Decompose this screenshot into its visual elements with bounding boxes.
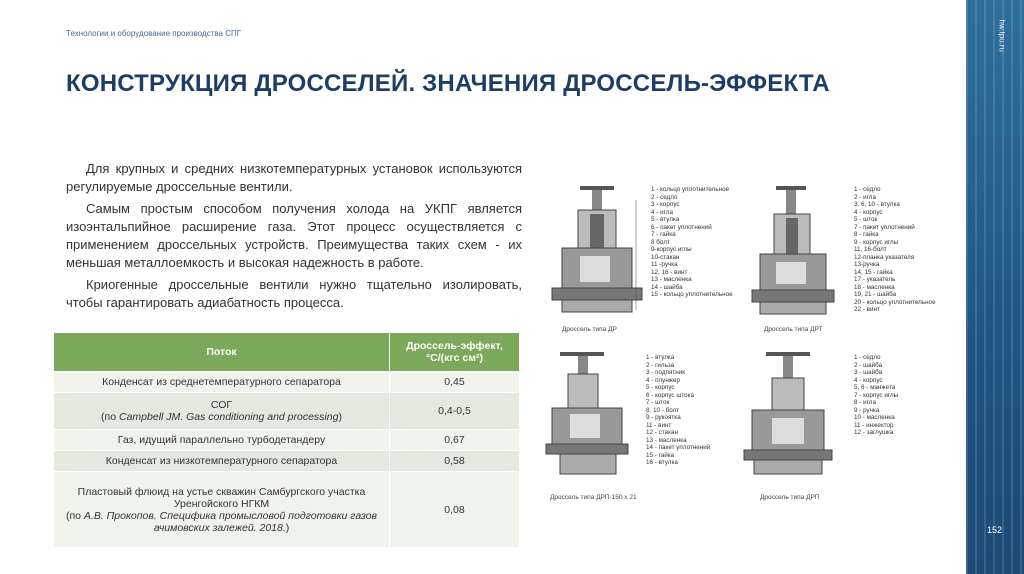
caption-drp: Дроссель типа ДРП <box>760 494 820 501</box>
throttle-drawings <box>536 172 946 512</box>
flow-cell: Газ, идущий параллельно турбодетандеру <box>54 430 390 451</box>
column-header-effect: Дроссель-эффект, °С/(кгс см²) <box>390 333 520 372</box>
flow-cell: Пластовый флюид на устье скважин Самбургского участка Уренгойского НГКМ (по А.В. Прокопов. Специфика промысловой подготовки газов ачимовских залежей. 2018.) <box>54 472 390 548</box>
table-row <box>54 430 520 451</box>
page-number: 152 <box>986 525 1002 535</box>
value-cell: 0,4-0,5 <box>390 393 520 430</box>
value-cell: 0,45 <box>390 372 520 393</box>
sidebar-band <box>966 0 1024 574</box>
drawing-drt <box>746 180 841 320</box>
legend-dr: 1 - кольцо уплотнительное 2 - седло 3 - корпус 4 - игла 5 - втулка 6 - пакет уплотнений 7 - гайка 8 болт 9-корпус иглы 10-стакан 11 -ручка 12, 16 - винт 13 - масленка 14 - шайба 15 - кольцо уплотнительное <box>651 186 733 298</box>
legend-drp150: 1 - втулка 2 - гильза 3 - подпятник 4 - плунжер 5 - корпус 6 - корпус штока 7 - шток 8, 10 - болт 9 - рукоятка 11 - винт 12 - стакан 13 - масленка 14 - пакет уплотнений 15 - гайка 16 - втулка <box>646 354 711 466</box>
flow-cell: Конденсат из среднетемпературного сепаратора <box>54 372 390 393</box>
paragraph-1: Для крупных и средних низкотемпературных установок используются регулируемые дроссельные вентили. <box>66 161 522 194</box>
page-title: КОНСТРУКЦИЯ ДРОССЕЛЕЙ. ЗНАЧЕНИЯ ДРОССЕЛЬ-ЭФФЕКТА <box>66 70 830 97</box>
value-cell: 0,58 <box>390 451 520 472</box>
caption-drp150: Дроссель типа ДРП-150 х 21 <box>550 494 637 501</box>
flow-cell: СОГ (по Campbell JM. Gas conditioning and processing) <box>54 393 390 430</box>
body-text <box>66 160 522 316</box>
course-subtitle: Технологии и оборудование производства СПГ <box>66 29 242 38</box>
table-row <box>54 451 520 472</box>
site-url: hw.tpu.ru <box>997 19 1006 52</box>
value-cell: 0,08 <box>390 472 520 548</box>
sidebar-pattern <box>966 0 1024 574</box>
caption-dr: Дроссель типа ДР <box>562 326 617 333</box>
throttle-effect-table <box>53 332 520 548</box>
table-row <box>54 472 520 548</box>
value-cell: 0,67 <box>390 430 520 451</box>
column-header-flow: Поток <box>54 333 390 372</box>
drawing-drp <box>736 346 841 486</box>
paragraph-3: Криогенные дроссельные вентили нужно тщательно изолировать, чтобы гарантировать адиабатность процесса. <box>66 277 522 310</box>
paragraph-2: Самым простым способом получения холода на УКПГ является изоэнтальпийное расширение газа. Этот процесс осуществляется с применением дроссельных устройств. Преимущества таких схем - их меньшая металлоемкость и высокая надежность в работе. <box>66 201 522 270</box>
caption-drt: Дроссель типа ДРТ <box>764 326 823 333</box>
drawing-dr <box>540 180 645 320</box>
legend-drt: 1 - седло 2 - игла 3, 6, 10 - втулка 4 - корпус 5 - шток 7 - пакет уплотнений 8 - гайка 9 - корпус иглы 11, 16-болт 12-планка указателя 13-ручка 14, 15 - гайка 17 - указатель 18 - масленка 19, 21 - шайба 20 - кольцо уплотнительное 22 - винт <box>854 186 936 313</box>
legend-drp: 1 - седло 2 - шайба 3 - шайба 4 - корпус 5, 6 - манжета 7 - корпус иглы 8 - игла 9 - ручка 10 - масленка 11 - инжектор 12 - заглушка <box>854 354 899 436</box>
table-row <box>54 393 520 430</box>
flow-cell: Конденсат из низкотемпературного сепаратора <box>54 451 390 472</box>
table-header-row <box>54 333 520 372</box>
table-row <box>54 372 520 393</box>
drawing-drp150 <box>540 346 640 486</box>
